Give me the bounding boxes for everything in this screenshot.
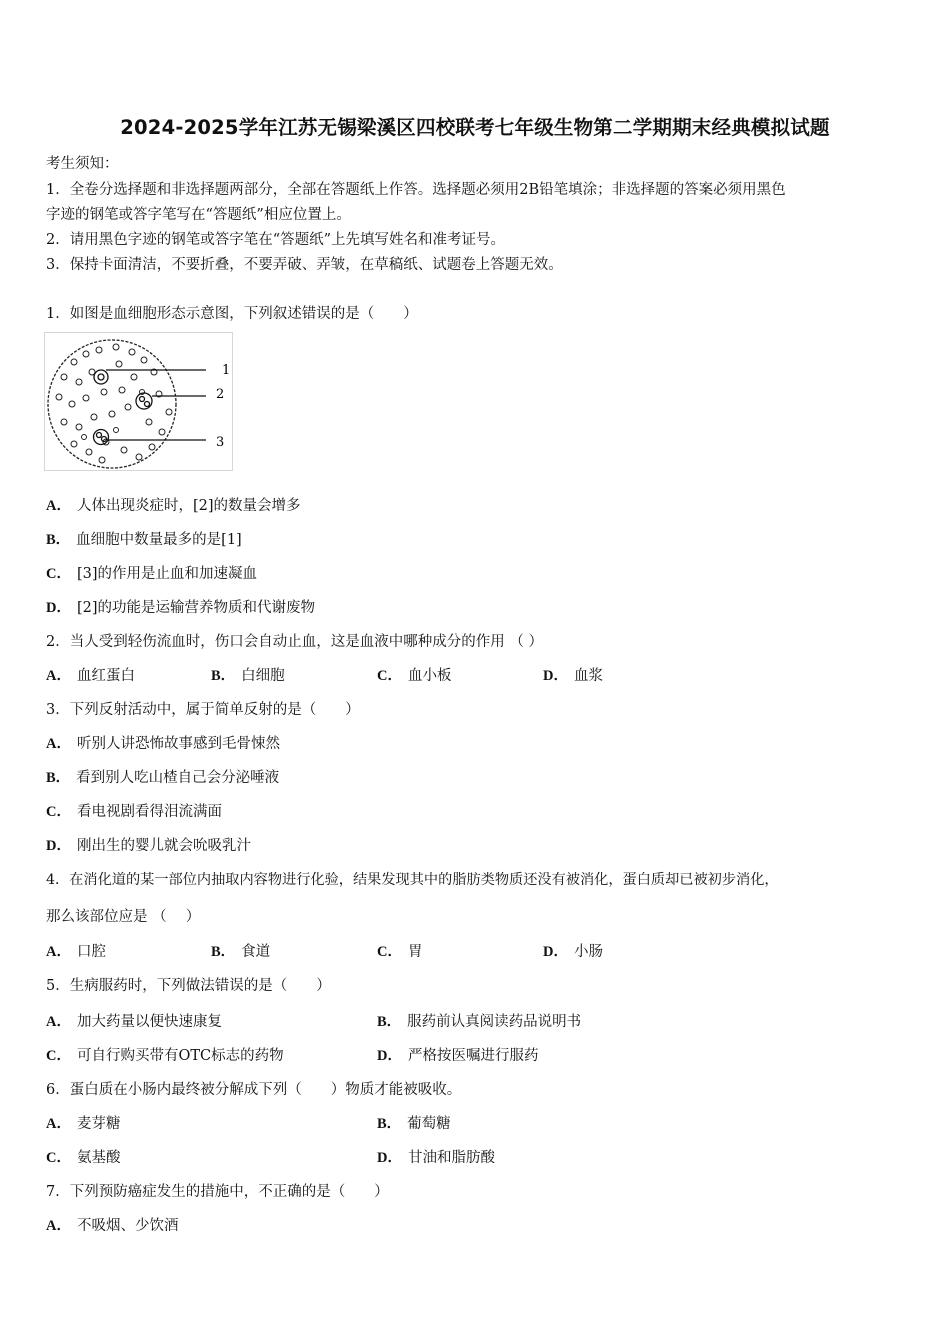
option[interactable]: A． 人体出现炎症时，[2]的数量会增多	[46, 498, 301, 514]
option[interactable]: A． 血红蛋白	[46, 668, 135, 684]
option[interactable]: B． 看到别人吃山楂自己会分泌唾液	[46, 770, 280, 786]
question-7-stem: 7．下列预防癌症发生的措施中，不正确的是（ ）	[46, 1184, 389, 1200]
figure-label: 3	[216, 435, 225, 450]
notice-item: 2．请用黑色字迹的钢笔或答字笔在“答题纸”上先填写姓名和准考证号。	[46, 232, 506, 248]
option[interactable]: D． 严格按医嘱进行服药	[377, 1048, 539, 1064]
option[interactable]: C． 可自行购买带有OTC标志的药物	[46, 1048, 284, 1064]
question-6-stem: 6．蛋白质在小肠内最终被分解成下列（ ）物质才能被吸收。	[46, 1082, 462, 1098]
question-5-stem: 5．生病服药时，下列做法错误的是（ ）	[46, 978, 331, 994]
option[interactable]: C． 血小板	[377, 668, 452, 684]
option[interactable]: B． 服药前认真阅读药品说明书	[377, 1014, 582, 1030]
question-3-stem: 3．下列反射活动中，属于简单反射的是（ ）	[46, 702, 360, 718]
question-4-stem-continued: 那么该部位应是 （ ）	[46, 909, 201, 925]
option[interactable]: A． 听别人讲恐怖故事感到毛骨悚然	[46, 736, 280, 752]
notice-item: 1．全卷分选择题和非选择题两部分，全部在答题纸上作答。选择题必须用2B铅笔填涂；非选择题的答案必须用黑色	[46, 182, 786, 198]
option[interactable]: D． [2]的功能是运输营养物质和代谢废物	[46, 600, 316, 616]
blood-cell-figure	[44, 332, 234, 472]
notice-item: 3．保持卡面清洁，不要折叠，不要弄破、弄皱，在草稿纸、试题卷上答题无效。	[46, 257, 563, 273]
question-1-stem: 1．如图是血细胞形态示意图，下列叙述错误的是（ ）	[46, 306, 418, 322]
option[interactable]: A． 麦芽糖	[46, 1116, 121, 1132]
question-4-stem: 4．在消化道的某一部位内抽取内容物进行化验，结果发现其中的脂肪类物质还没有被消化，蛋白质却已被初步消化，	[46, 872, 779, 888]
option[interactable]: C． 看电视剧看得泪流满面	[46, 804, 222, 820]
option[interactable]: B． 白细胞	[211, 668, 285, 684]
option[interactable]: B． 葡萄糖	[377, 1116, 451, 1132]
figure-label: 1	[222, 363, 231, 378]
option[interactable]: A． 口腔	[46, 944, 106, 960]
option[interactable]: D． 甘油和脂肪酸	[377, 1150, 495, 1166]
option[interactable]: C． [3]的作用是止血和加速凝血	[46, 566, 258, 582]
figure-label: 2	[216, 387, 225, 402]
option[interactable]: C． 氨基酸	[46, 1150, 121, 1166]
notice-heading: 考生须知：	[46, 156, 119, 172]
notice-item: 字迹的钢笔或答字笔写在“答题纸”相应位置上。	[46, 207, 351, 223]
option[interactable]: D． 血浆	[543, 668, 603, 684]
blood-cell-diagram	[44, 332, 234, 472]
option[interactable]: C． 胃	[377, 944, 423, 960]
option[interactable]: A． 加大药量以便快速康复	[46, 1014, 222, 1030]
option[interactable]: D． 刚出生的婴儿就会吮吸乳汁	[46, 838, 251, 854]
option[interactable]: D． 小肠	[543, 944, 603, 960]
page-title: 2024-2025学年江苏无锡梁溪区四校联考七年级生物第二学期期末经典模拟试题	[120, 116, 830, 139]
option[interactable]: A． 不吸烟、少饮酒	[46, 1218, 179, 1234]
question-2-stem: 2．当人受到轻伤流血时，伤口会自动止血，这是血液中哪种成分的作用 （ ）	[46, 634, 543, 650]
option[interactable]: B． 血细胞中数量最多的是[1]	[46, 532, 242, 548]
option[interactable]: B． 食道	[211, 944, 271, 960]
